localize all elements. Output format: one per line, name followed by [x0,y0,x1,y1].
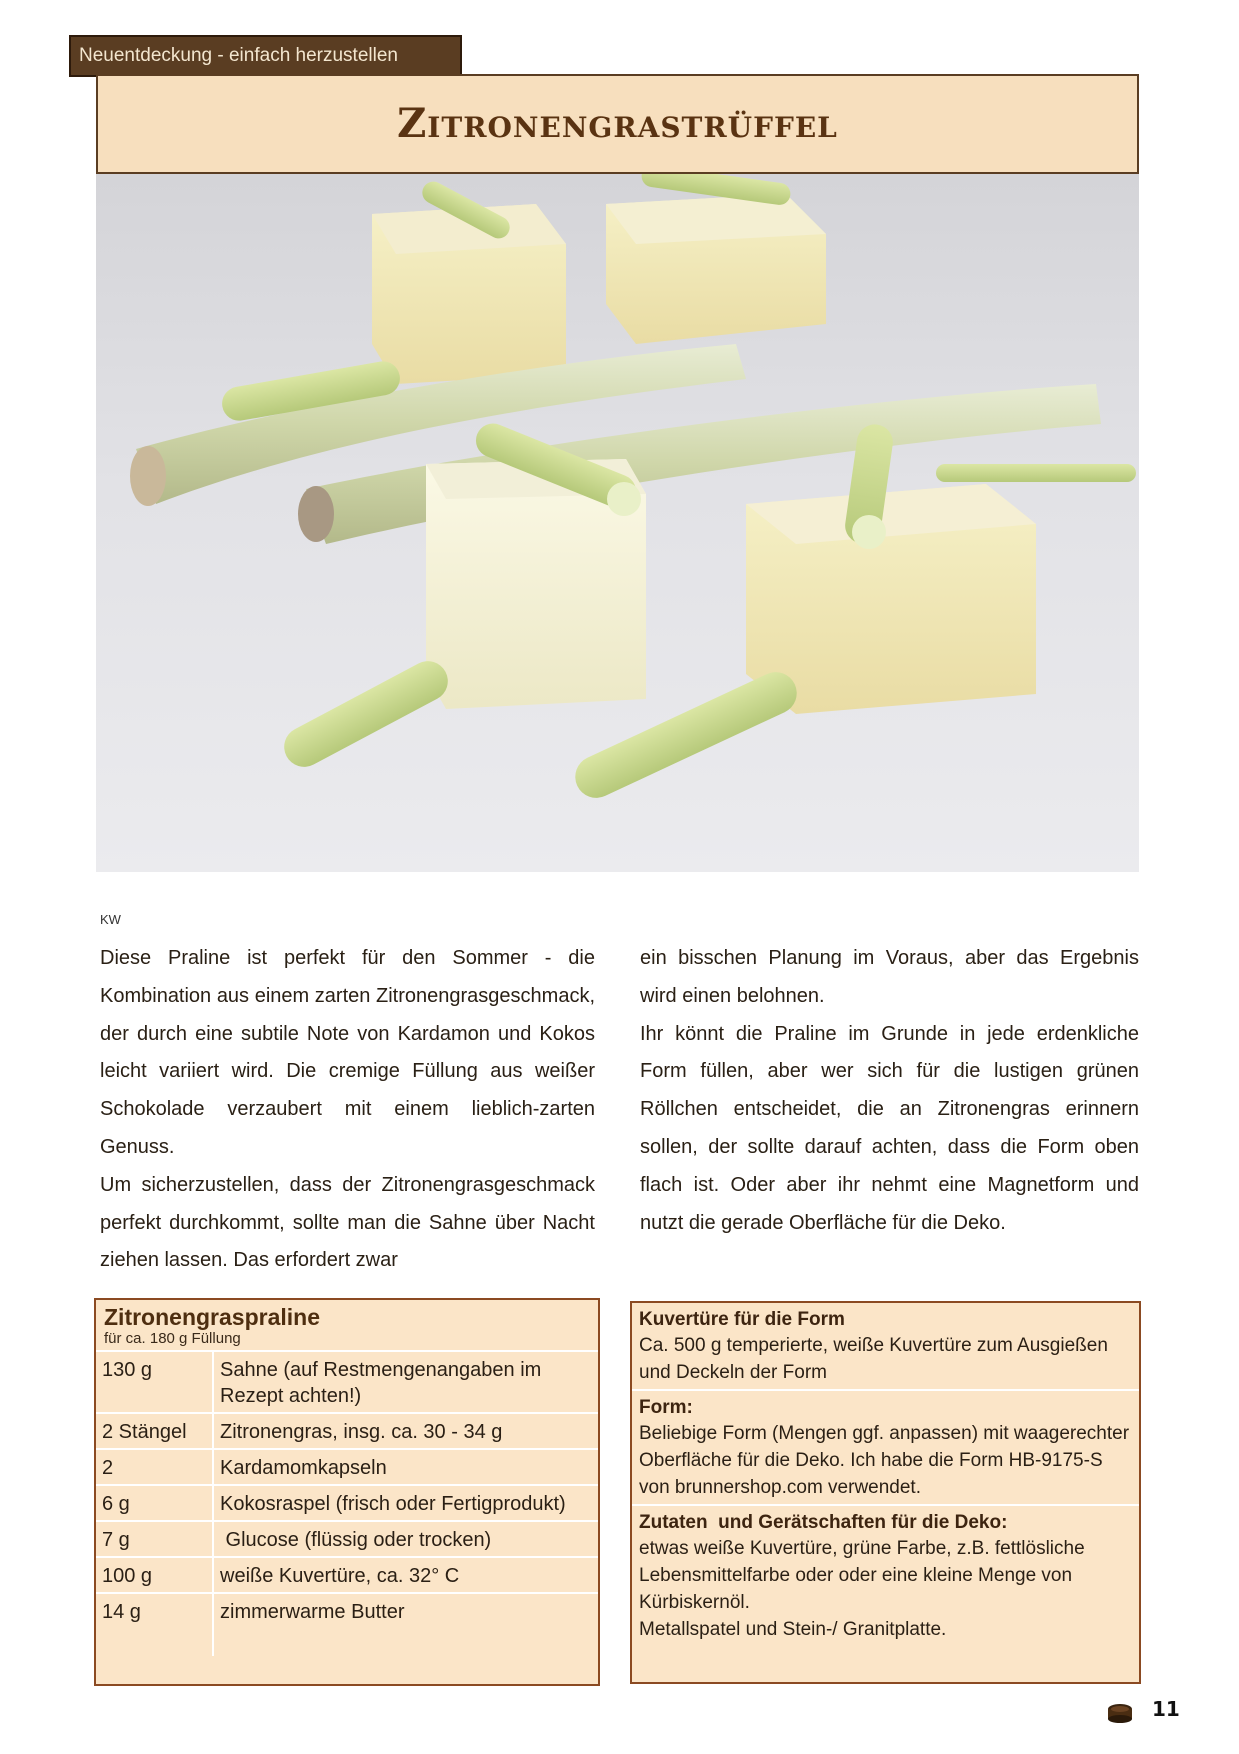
author-initials: KW [100,912,121,927]
recipe-title: Zitronengraspraline [104,1304,320,1330]
info-text: Ca. 500 g temperierte, weiße Kuvertüre zum Ausgießen und Deckeln der Form [639,1335,1108,1383]
ingredient-item: Glucose (flüssig oder trocken) [213,1521,598,1557]
intro-paragraph: Um sicherzustellen, dass der Zitronengrasgeschmack perfekt durchkommt, sollte man die Sahne über Nacht ziehen lassen. Das erfordert zwar [100,1173,595,1272]
info-section [632,1391,1139,1506]
praline-icon [1107,1703,1133,1723]
title-banner [96,74,1139,174]
info-section [632,1303,1139,1391]
info-section [632,1506,1139,1646]
page-number: 11 [1152,1697,1180,1721]
ingredient-qty: 7 g [96,1521,213,1557]
ingredient-table [96,1352,598,1656]
praline-photo-illustration [96,174,1139,872]
recipe-subtitle: für ca. 180 g Füllung [104,1330,241,1347]
ingredient-item: zimmerwarme Butter [220,1601,405,1623]
ingredient-item: Zitronengras, insg. ca. 30 - 34 g [213,1413,598,1449]
info-heading: Kuvertüre für die Form [639,1309,845,1330]
ingredient-item: Kardamomkapseln [213,1449,598,1485]
ingredient-qty: 130 g [96,1352,213,1413]
table-row [96,1449,598,1485]
recipe-header [96,1300,598,1352]
section-tag: Neuentdeckung - einfach herzustellen [69,35,462,77]
intro-column-left [100,940,595,1280]
table-row [96,1557,598,1593]
ingredient-qty: 14 g [96,1593,213,1656]
table-row [96,1593,598,1656]
ingredient-item: Sahne (auf Restmengenangaben im Rezept achten!) [213,1352,598,1413]
intro-paragraph: Diese Praline ist perfekt für den Sommer - die Kombination aus einem zarten Zitronengrasgeschmack, der durch eine subtile Note von Kardamon und Kokos leicht variiert wird. Die cremige Füllung aus weißer Schokolade verzaubert mit einem lieblich-zarten Genuss. [100,947,595,1158]
table-row [96,1352,598,1413]
ingredient-qty: 6 g [96,1485,213,1521]
ingredient-item: weiße Kuvertüre, ca. 32° C [213,1557,598,1593]
ingredient-qty: 2 Stängel [96,1413,213,1449]
intro-paragraph: ein bisschen Planung im Voraus, aber das Ergebnis wird einen belohnen. [640,947,1139,1007]
page-title: Zitronengrastrüffel [397,100,838,147]
info-heading: Form: [639,1397,693,1418]
table-row [96,1521,598,1557]
hero-photo [96,174,1139,872]
table-row [96,1485,598,1521]
info-box [630,1301,1141,1684]
intro-column-right [640,940,1139,1242]
info-heading: Zutaten und Gerätschaften für die Deko: [639,1512,1008,1533]
info-text: Beliebige Form (Mengen ggf. anpassen) mit waagerechter Oberfläche für die Deko. Ich habe die Form HB-9175-S von brunnershop.com verwendet. [639,1423,1130,1498]
intro-paragraph: Ihr könnt die Praline im Grunde in jede erdenkliche Form füllen, aber wer sich für die lustigen grünen Röllchen entscheidet, die an Zitronengras erinnern sollen, der sollte darauf achten, dass die Form oben flach ist. Oder aber ihr nehmt eine Magnetform und nutzt die gerade Oberfläche für die Deko. [640,1022,1139,1234]
table-row [96,1413,598,1449]
ingredient-item: Kokosraspel (frisch oder Fertigprodukt) [213,1485,598,1521]
info-text: etwas weiße Kuvertüre, grüne Farbe, z.B. fettlösliche Lebensmittelfarbe oder oder eine kleine Menge von Kürbiskernöl. Metallspatel und Stein-/ Granitplatte. [639,1538,1085,1640]
ingredient-qty: 100 g [96,1557,213,1593]
recipe-box [94,1298,600,1686]
ingredient-qty: 2 [96,1449,213,1485]
